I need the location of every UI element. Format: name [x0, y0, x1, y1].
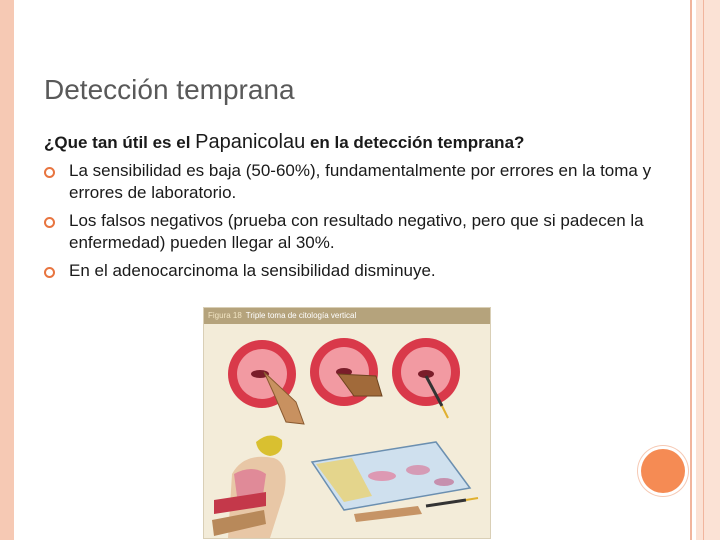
bullet-item: [44, 210, 674, 254]
figure-caption: Triple toma de citología vertical: [245, 311, 357, 320]
bullet-item: [44, 260, 674, 282]
circle-bullet-icon: [44, 267, 55, 278]
bullet-item: [44, 160, 674, 204]
pap-smear-figure: [203, 307, 491, 539]
bullet-text: En el adenocarcinoma la sensibilidad disminuye.: [69, 261, 436, 280]
question-end: en la detección temprana?: [305, 133, 525, 152]
right-border-band: [696, 0, 720, 540]
question-keyword: Papanicolau: [195, 131, 306, 153]
right-border-line: [690, 0, 692, 540]
question-start: ¿Que tan útil es el: [44, 133, 196, 152]
glass-slide-illustration: [312, 442, 470, 510]
pelvic-cross-section-illustration: [212, 435, 286, 538]
figure-number: Figura 18: [208, 311, 242, 320]
cervix-brush-illustration: [392, 338, 460, 418]
circle-bullet-icon: [44, 217, 55, 228]
bullet-text: Los falsos negativos (prueba con resultado negativo, pero que si padecen la enfermedad) pueden llegar al 30%.: [69, 211, 644, 252]
cervix-spatula-illustration: [228, 340, 304, 424]
slide-title: Detección temprana: [44, 74, 295, 105]
left-border-band: [0, 0, 14, 540]
bullet-text: La sensibilidad es baja (50-60%), fundamentalmente por errores en la toma y errores de laboratorio.: [69, 161, 652, 202]
slide-question: [44, 131, 664, 154]
figure-header: [204, 308, 490, 324]
bullet-list: [44, 160, 674, 288]
right-border-inner-line: [703, 0, 704, 540]
decorative-circle: [641, 449, 685, 493]
pap-smear-illustration: [204, 324, 490, 538]
circle-bullet-icon: [44, 167, 55, 178]
cervix-swab-illustration: [310, 338, 382, 406]
